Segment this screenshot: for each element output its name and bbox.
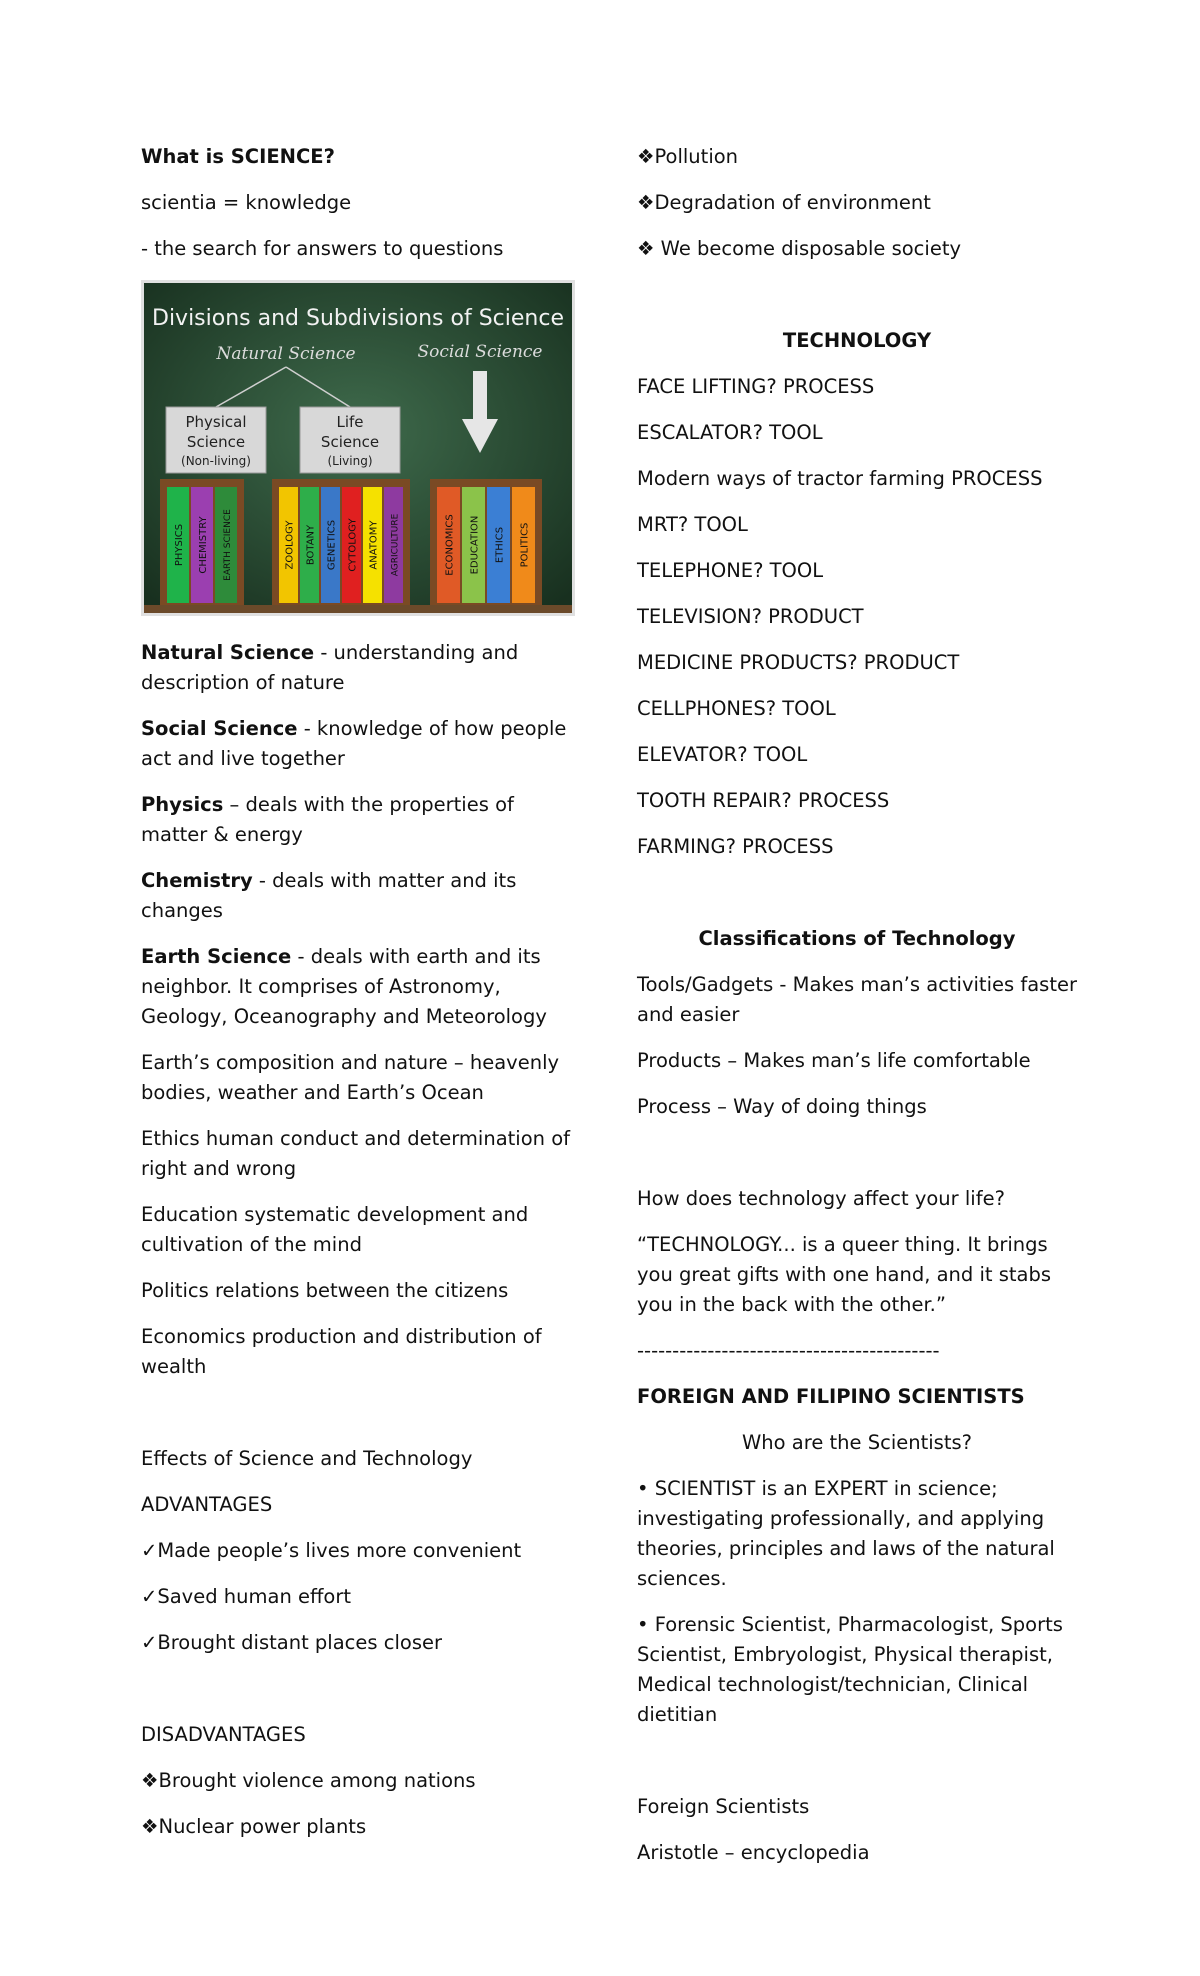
technology-title: TECHNOLOGY bbox=[782, 329, 932, 352]
technology-list bbox=[637, 372, 1077, 862]
note-item: Education systematic development and cultivation of the mind bbox=[141, 1203, 529, 1256]
scientists-title: FOREIGN AND FILIPINO SCIENTISTS bbox=[637, 1385, 1025, 1408]
definition-text: - deals with earth and its neighbor. It comprises of Astronomy, Geology, Oceanography and Meteorology bbox=[141, 945, 547, 1028]
figure-social-label: Social Science bbox=[417, 342, 543, 362]
advantage-item: ✓Made people’s lives more convenient bbox=[141, 1539, 522, 1562]
disadvantages-title: DISADVANTAGES bbox=[141, 1723, 306, 1746]
effects-title: Effects of Science and Technology bbox=[141, 1447, 473, 1470]
science-divisions-figure bbox=[141, 280, 575, 616]
definition-item bbox=[141, 638, 581, 698]
classification-item: Tools/Gadgets - Makes man’s activities faster and easier bbox=[637, 973, 1077, 1026]
note-item: Earth’s composition and nature – heavenly bodies, weather and Earth’s Ocean bbox=[141, 1051, 560, 1104]
definition-term: Physics bbox=[141, 793, 224, 816]
technology-item: ELEVATOR? TOOL bbox=[637, 743, 808, 766]
disadvantages-list bbox=[141, 1766, 581, 1842]
physical-science-box bbox=[166, 407, 266, 473]
definition-item bbox=[141, 942, 581, 1032]
life-line-1: Life bbox=[336, 413, 364, 431]
note-item: Economics production and distribution of wealth bbox=[141, 1325, 542, 1378]
book-title: CYTOLOGY bbox=[347, 518, 359, 572]
disadvantages-continued-list bbox=[637, 142, 1077, 264]
technology-item: ESCALATOR? TOOL bbox=[637, 421, 823, 444]
technology-item: FACE LIFTING? PROCESS bbox=[637, 375, 875, 398]
advantage-item: ✓Brought distant places closer bbox=[141, 1631, 442, 1654]
advantages-title: ADVANTAGES bbox=[141, 1493, 273, 1516]
foreign-scientists-title: Foreign Scientists bbox=[637, 1795, 810, 1818]
book-title: EARTH SCIENCE bbox=[223, 509, 233, 581]
physical-line-1: Physical bbox=[185, 413, 247, 431]
aristotle-entry: Aristotle – encyclopedia bbox=[637, 1841, 870, 1864]
classifications-list bbox=[637, 970, 1077, 1122]
science-definition: - the search for answers to questions bbox=[141, 237, 504, 260]
definitions-list bbox=[141, 638, 581, 1032]
book-title: GENETICS bbox=[326, 519, 338, 571]
physical-line-3: (Non-living) bbox=[181, 454, 251, 468]
classification-item: Process – Way of doing things bbox=[637, 1095, 927, 1118]
definition-term: Earth Science bbox=[141, 945, 292, 968]
figure-heading: Divisions and Subdivisions of Science bbox=[152, 306, 564, 331]
book-title: BOTANY bbox=[305, 524, 317, 566]
chalkboard-illustration bbox=[144, 283, 572, 613]
book-title: ANATOMY bbox=[368, 520, 380, 570]
technology-question: How does technology affect your life? bbox=[637, 1187, 1005, 1210]
disadvantage-item: ❖Brought violence among nations bbox=[141, 1769, 476, 1792]
social-science-books bbox=[430, 479, 542, 605]
left-column bbox=[141, 142, 581, 1858]
book-title: CHEMISTRY bbox=[198, 516, 209, 574]
book-title: PHYSICS bbox=[174, 523, 185, 567]
technology-item: TELEPHONE? TOOL bbox=[637, 559, 824, 582]
life-science-box bbox=[300, 407, 400, 473]
technology-item: MEDICINE PRODUCTS? PRODUCT bbox=[637, 651, 960, 674]
definition-term: Natural Science bbox=[141, 641, 315, 664]
life-line-2: Science bbox=[320, 433, 380, 451]
technology-quote: “TECHNOLOGY... is a queer thing. It brings you great gifts with one hand, and it stabs you in the back with the other.” bbox=[637, 1233, 1052, 1316]
disadvantage-item: ❖ We become disposable society bbox=[637, 237, 962, 260]
definition-text: - knowledge of how people act and live together bbox=[141, 717, 567, 770]
definition-term: Chemistry bbox=[141, 869, 253, 892]
life-science-books bbox=[272, 479, 410, 605]
definition-term: Social Science bbox=[141, 717, 298, 740]
notes-list bbox=[141, 1048, 581, 1382]
section-divider: ------------------------------------------- bbox=[637, 1339, 940, 1362]
classification-item: Products – Makes man’s life comfortable bbox=[637, 1049, 1031, 1072]
technology-item: MRT? TOOL bbox=[637, 513, 748, 536]
definition-text: - deals with matter and its changes bbox=[141, 869, 517, 922]
technology-item: CELLPHONES? TOOL bbox=[637, 697, 836, 720]
book-title: POLITICS bbox=[519, 522, 531, 568]
definition-item bbox=[141, 866, 581, 926]
disadvantage-item: ❖Degradation of environment bbox=[637, 191, 931, 214]
scientist-definition: • SCIENTIST is an EXPERT in science; investigating professionally, and applying theories, principles and laws of the natural sciences. bbox=[637, 1477, 1055, 1590]
definition-text: - understanding and description of nature bbox=[141, 641, 519, 694]
disadvantage-item: ❖Nuclear power plants bbox=[141, 1815, 367, 1838]
technology-item: TELEVISION? PRODUCT bbox=[637, 605, 864, 628]
definition-text: – deals with the properties of matter & energy bbox=[141, 793, 514, 846]
physical-line-2: Science bbox=[186, 433, 246, 451]
life-line-3: (Living) bbox=[327, 454, 373, 468]
note-item: Ethics human conduct and determination of right and wrong bbox=[141, 1127, 570, 1180]
definition-item bbox=[141, 714, 581, 774]
technology-item: TOOTH REPAIR? PROCESS bbox=[637, 789, 890, 812]
scientist-types: • Forensic Scientist, Pharmacologist, Sports Scientist, Embryologist, Physical therapist, Medical technologist/technician, Clinical dietitian bbox=[637, 1613, 1063, 1726]
book-title: AGRICULTURE bbox=[390, 513, 401, 577]
technology-item: FARMING? PROCESS bbox=[637, 835, 834, 858]
advantage-item: ✓Saved human effort bbox=[141, 1585, 352, 1608]
book-title: EDUCATION bbox=[469, 515, 481, 575]
science-title: What is SCIENCE? bbox=[141, 145, 335, 168]
right-column bbox=[637, 142, 1077, 1884]
definition-item bbox=[141, 790, 581, 850]
book-title: ETHICS bbox=[494, 526, 506, 564]
physical-science-books bbox=[160, 479, 244, 605]
classifications-title: Classifications of Technology bbox=[698, 927, 1016, 950]
book-title: ECONOMICS bbox=[444, 514, 456, 576]
figure-natural-label: Natural Science bbox=[216, 344, 356, 364]
book-title: ZOOLOGY bbox=[284, 520, 296, 570]
scientists-subtitle: Who are the Scientists? bbox=[742, 1431, 972, 1454]
note-item: Politics relations between the citizens bbox=[141, 1279, 509, 1302]
etymology: scientia = knowledge bbox=[141, 191, 352, 214]
technology-item: Modern ways of tractor farming PROCESS bbox=[637, 467, 1043, 490]
disadvantage-item: ❖Pollution bbox=[637, 145, 739, 168]
advantages-list bbox=[141, 1536, 581, 1658]
chalk-ledge bbox=[144, 605, 572, 613]
